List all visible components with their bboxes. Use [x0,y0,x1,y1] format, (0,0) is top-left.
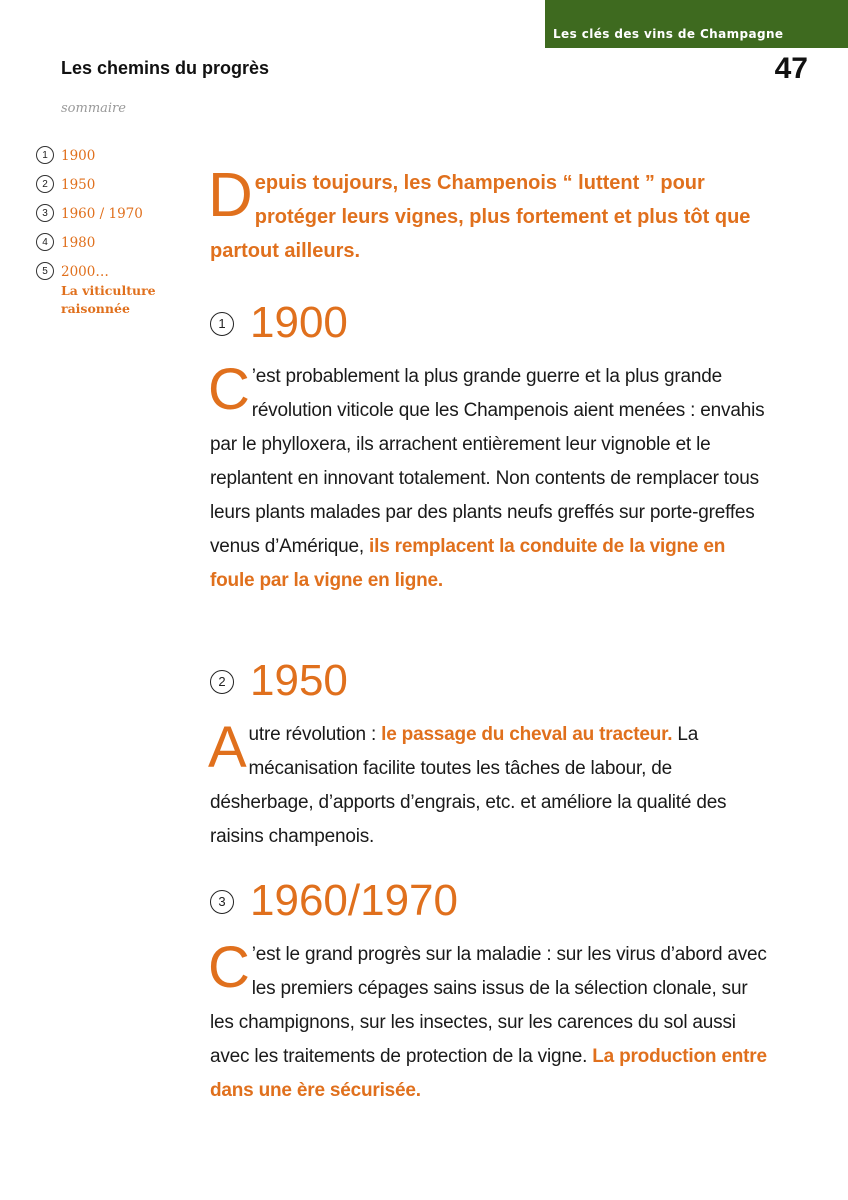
body-text: La mécanisation facilite toutes les tâches de labour, de désherbage, d’apports d’engrais, etc. et améliore la qualité des raisins champenois. [210,724,727,847]
section-year: 1900 [250,298,348,347]
highlight-text: ils remplacent la conduite de la vigne en foule par la vigne en ligne. [210,536,726,591]
sommaire-label: sommaire [61,101,126,116]
toc-number: 5 [36,262,54,280]
toc-label: 1980 [61,235,96,251]
section-year: 1960/1970 [250,876,458,925]
highlight-text: le passage du cheval au tracteur. [381,724,673,745]
section-year: 1950 [250,656,348,705]
section-1960-1970 [208,876,770,1108]
body-text: ’est probablement la plus grande guerre et la plus grande révolution viticole que les Champenois aient menées : envahis par le phylloxera, ils arrachent entièrement leur vignoble et le replantent en innovant totalement. Non contents de remplacer tous leurs plants malades par des plants neufs greffés sur porte-greffes venus d’Amérique, [210,366,765,557]
section-1900 [208,298,770,598]
section-heading [210,876,770,938]
toc-label: 1950 [61,177,96,193]
section-body [208,935,770,1108]
intro-paragraph [208,161,770,268]
toc-number: 4 [36,233,54,251]
section-number: 1 [210,312,234,336]
toc-sublabel: La viticulture [61,283,156,298]
section-body [208,715,770,854]
toc-label: 1900 [61,148,96,164]
intro-text: epuis toujours, les Champenois “ luttent ” pour protéger leurs vignes, plus fortement et plus tôt que partout ailleurs. [210,172,751,262]
section-1950 [208,656,770,854]
section-number: 2 [210,670,234,694]
drop-cap: C [208,357,250,422]
section-body [208,357,770,598]
body-text: utre révolution : [248,724,382,745]
toc-number: 1 [36,146,54,164]
toc-label: 1960 / 1970 [61,206,143,222]
toc-number: 2 [36,175,54,193]
drop-cap: D [208,161,253,230]
page-number: 47 [774,52,808,85]
section-heading [210,656,770,718]
section-number: 3 [210,890,234,914]
chapter-title: Les chemins du progrès [61,58,270,78]
section-heading [210,298,770,360]
body-text: ’est le grand progrès sur la maladie : sur les virus d’abord avec les premiers cépages sains issus de la sélection clonale, sur les champignons, sur les insectes, sur les carences du sol aussi avec les traitements de protection de la vigne. [210,944,767,1067]
drop-cap: A [208,715,247,780]
book-title: Les clés des vins de Champagne [553,27,784,41]
toc-label: 2000… [61,264,109,280]
toc-sublabel: raisonnée [61,301,130,316]
toc-number: 3 [36,204,54,222]
highlight-text: La production entre dans une ère sécurisée. [210,1046,767,1101]
drop-cap: C [208,935,250,1000]
